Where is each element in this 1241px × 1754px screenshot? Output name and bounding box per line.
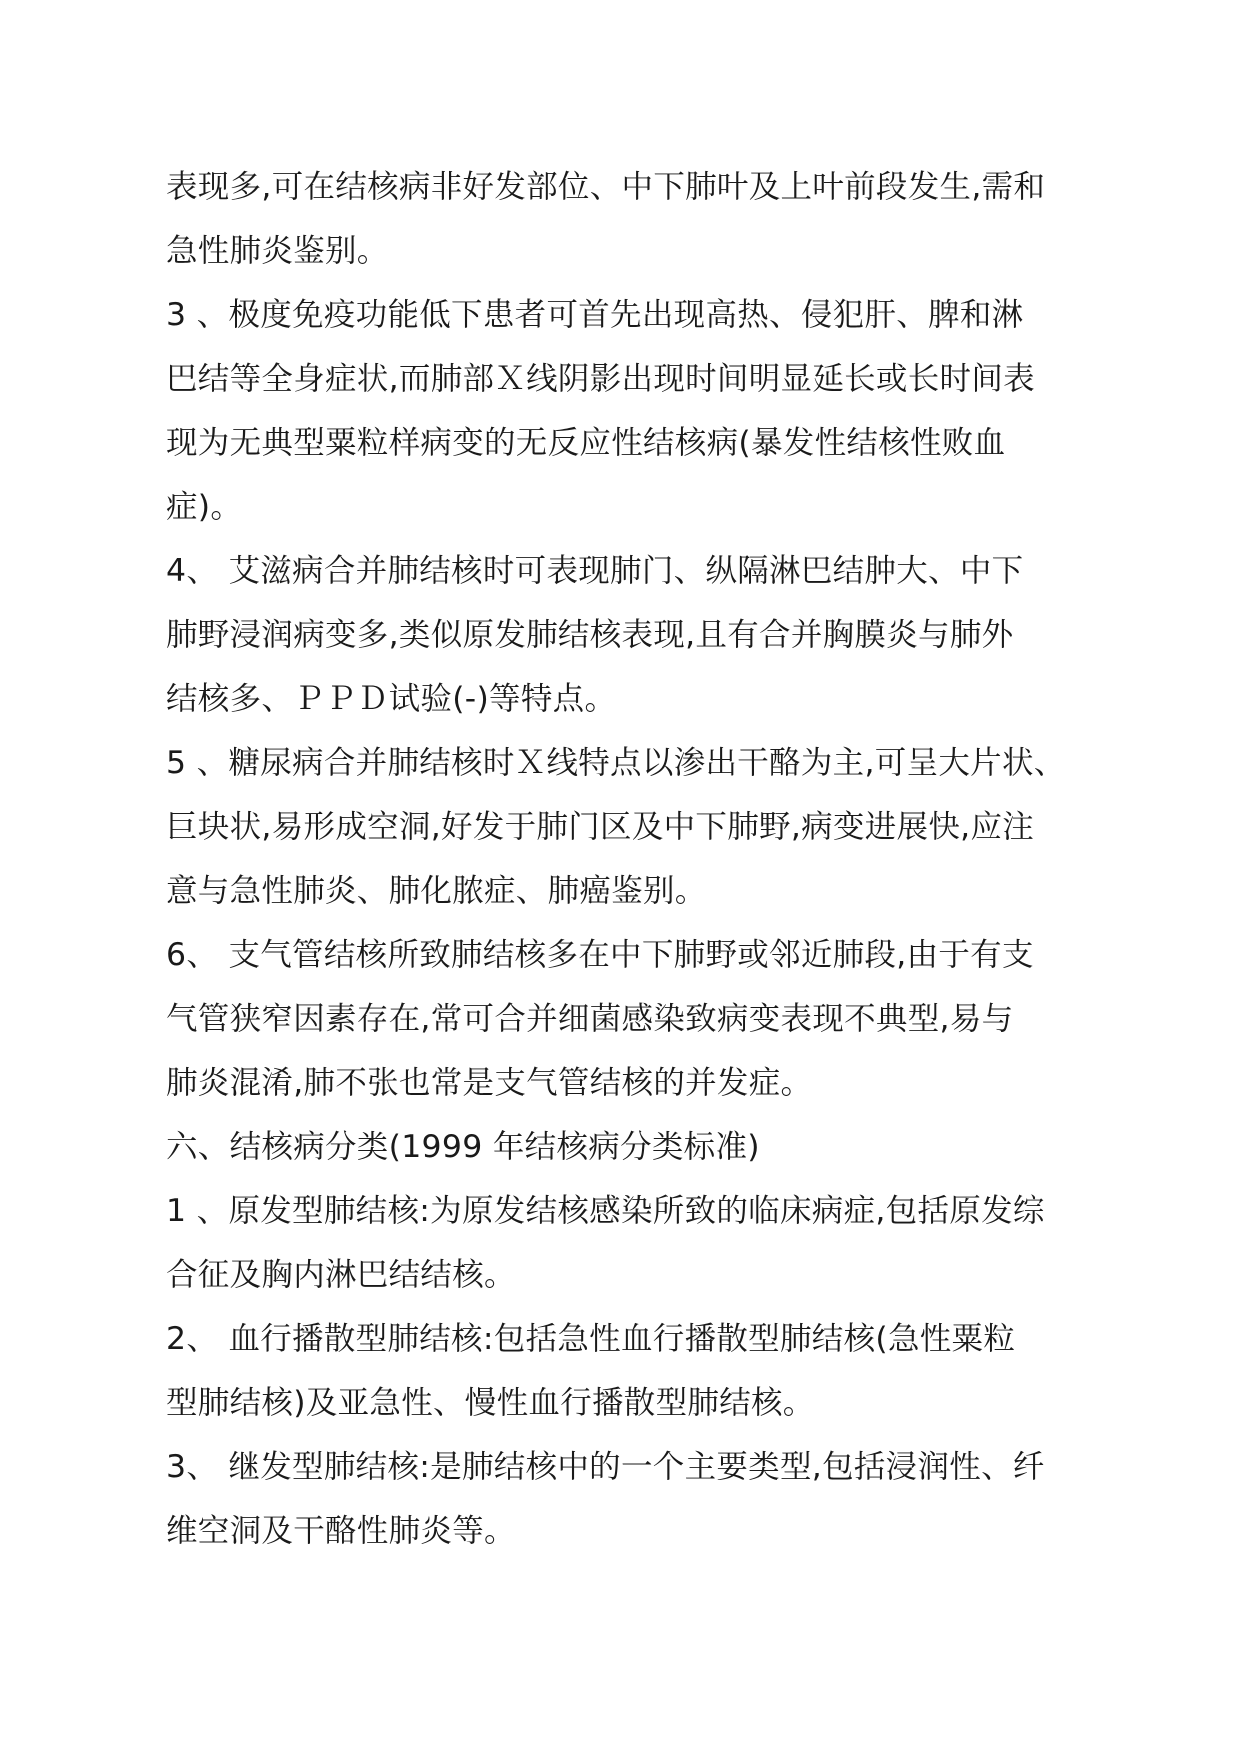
text-line: 急性肺炎鉴别。 xyxy=(166,233,389,269)
text-line: 意与急性肺炎、肺化脓症、肺癌鉴别。 xyxy=(166,873,707,909)
text-line: 2、 血行播散型肺结核:包括急性血行播散型肺结核(急性粟粒 xyxy=(166,1321,1016,1357)
text-line: 6、 支气管结核所致肺结核多在中下肺野或邻近肺段,由于有支 xyxy=(166,937,1034,973)
text-line: 5 、糖尿病合并肺结核时Ｘ线特点以渗出干酪为主,可呈大片状、 xyxy=(166,745,1066,781)
text-line: 1 、原发型肺结核:为原发结核感染所致的临床病症,包括原发综 xyxy=(166,1193,1045,1229)
text-line: 4、 艾滋病合并肺结核时可表现肺门、纵隔淋巴结肿大、中下 xyxy=(166,553,1024,589)
section-heading: 六、结核病分类(1999 年结核病分类标准) xyxy=(166,1129,760,1165)
document-body xyxy=(166,155,1091,1563)
text-line: 维空洞及干酪性肺炎等。 xyxy=(166,1513,516,1549)
text-line: 型肺结核)及亚急性、慢性血行播散型肺结核。 xyxy=(166,1385,815,1421)
text-line: 巨块状,易形成空洞,好发于肺门区及中下肺野,病变进展快,应注 xyxy=(166,809,1035,845)
text-line: 症)。 xyxy=(166,489,243,525)
text-line: 现为无典型粟粒样病变的无反应性结核病(暴发性结核性败血 xyxy=(166,425,1006,461)
text-line: 合征及胸内淋巴结结核。 xyxy=(166,1257,516,1293)
text-line: 表现多,可在结核病非好发部位、中下肺叶及上叶前段发生,需和 xyxy=(166,169,1046,205)
text-line: 3、 继发型肺结核:是肺结核中的一个主要类型,包括浸润性、纤 xyxy=(166,1449,1045,1485)
text-line: 气管狭窄因素存在,常可合并细菌感染致病变表现不典型,易与 xyxy=(166,1001,1014,1037)
text-line: 3 、极度免疫功能低下患者可首先出现高热、侵犯肝、脾和淋 xyxy=(166,297,1024,333)
text-line: 肺炎混淆,肺不张也常是支气管结核的并发症。 xyxy=(166,1065,813,1101)
text-line: 肺野浸润病变多,类似原发肺结核表现,且有合并胸膜炎与肺外 xyxy=(166,617,1014,653)
text-line: 结核多、ＰＰＤ试验(-)等特点。 xyxy=(166,681,617,717)
text-line: 巴结等全身症状,而肺部Ｘ线阴影出现时间明显延长或长时间表 xyxy=(166,361,1035,397)
